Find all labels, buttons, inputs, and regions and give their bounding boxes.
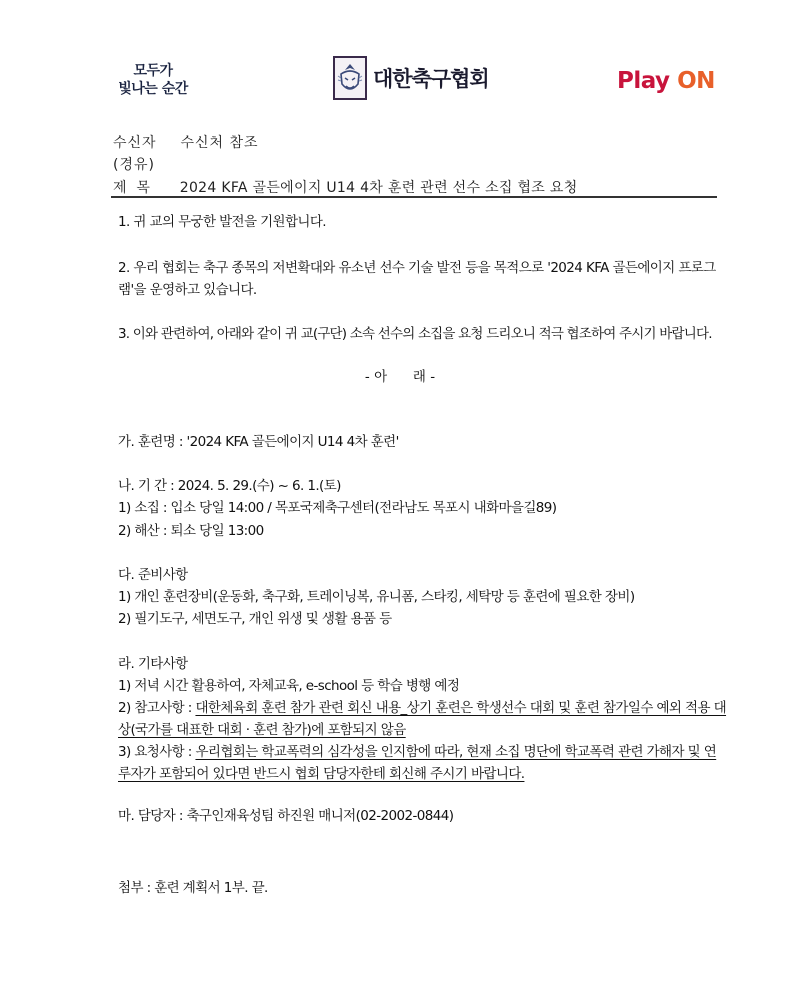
play-on-logo: [617, 68, 715, 94]
item-ra-title: 라. 기타사항: [118, 656, 188, 672]
paragraph-3: 3. 이와 관련하여, 아래와 같이 귀 교(구단) 소속 선수의 소집을 요청 드리오니 적극 협조하여 주시기 바랍니다.: [118, 326, 712, 342]
item-da-supplies: 2) 필기도구, 세면도구, 개인 위생 및 생활 용품 등: [118, 611, 392, 627]
request-label: 3) 요청사항 :: [118, 744, 196, 760]
paragraph-2-line-2: 램'을 운영하고 있습니다.: [118, 282, 257, 298]
slogan-logo: [113, 62, 193, 98]
request-text-line-1: 우리협회는 학교폭력의 심각성을 인지함에 따라, 현재 소집 명단에 학교폭력 관련 가해자 및 연: [195, 744, 717, 760]
recipient-label: 수신자: [113, 135, 157, 151]
subject-value: 2024 KFA 골든에이지 U14 4차 훈련 관련 선수 소집 협조 요청: [179, 180, 578, 196]
slogan-line-1: 모두가: [133, 63, 173, 79]
paragraph-2-line-1: 2. 우리 협회는 축구 종목의 저변확대와 유소년 선수 기술 발전 등을 목적으로 '2024 KFA 골든에이지 프로그: [118, 260, 716, 276]
tiger-emblem-icon: [333, 56, 367, 100]
play-word: Play: [617, 68, 670, 94]
item-ra-reference: [118, 696, 726, 716]
kfa-logo: [333, 56, 489, 100]
item-ra-request: [118, 740, 716, 760]
reference-text-line-1: 대한체육회 훈련 참가 관련 회신 내용_상기 훈련은 학생선수 대회 및 훈련 참가일수 예외 적용 대: [195, 700, 727, 716]
item-ra-request-cont: [118, 762, 524, 782]
slogan-line-2: 빛나는 순간: [118, 81, 188, 97]
org-name: 대한축구협회: [373, 67, 489, 91]
attachment-note: 첨부 : 훈련 계획서 1부. 끝.: [118, 880, 268, 896]
on-word: ON: [677, 68, 715, 94]
item-da-equipment: 1) 개인 훈련장비(운동화, 축구화, 트레이닝복, 유니폼, 스타킹, 세탁망 등 훈련에 필요한 장비): [118, 589, 635, 605]
request-text-line-2: 루자가 포함되어 있다면 반드시 협회 담당자한테 회신해 주시기 바랍니다.: [118, 766, 525, 782]
item-na-dismissal: 2) 해산 : 퇴소 당일 13:00: [118, 523, 264, 539]
subject-row: [113, 177, 578, 197]
letterhead-banner: [0, 40, 800, 125]
item-na-assembly: 1) 소집 : 입소 당일 14:00 / 목포국제축구센터(전라남도 목포시 내화마을길89): [118, 500, 557, 516]
header-divider: [111, 196, 717, 198]
item-ga-training-name: 가. 훈련명 : '2024 KFA 골든에이지 U14 4차 훈련': [118, 434, 399, 450]
item-ma-contact: 마. 담당자 : 축구인재육성팀 하진원 매니저(02-2002-0844): [118, 808, 454, 824]
via-row: [113, 154, 155, 174]
subject-label: 제 목: [113, 180, 151, 196]
reference-text-line-2: 상(국가를 대표한 대회 · 훈련 참가)에 포함되지 않음: [118, 722, 406, 738]
item-ra-study: 1) 저녁 시간 활용하여, 자체교육, e-school 등 학습 병행 예정: [118, 678, 460, 694]
recipient-row: [113, 132, 259, 152]
item-na-period: 나. 기 간 : 2024. 5. 29.(수) ~ 6. 1.(토): [118, 478, 341, 494]
item-ra-reference-cont: [118, 718, 406, 738]
item-da-title: 다. 준비사항: [118, 567, 188, 583]
reference-label: 2) 참고사항 :: [118, 700, 196, 716]
recipient-value: 수신처 참조: [180, 135, 259, 151]
via-label: (경유): [113, 157, 155, 173]
paragraph-1: 1. 귀 교의 무궁한 발전을 기원합니다.: [118, 214, 327, 230]
below-marker: - 아 래 -: [364, 369, 436, 385]
